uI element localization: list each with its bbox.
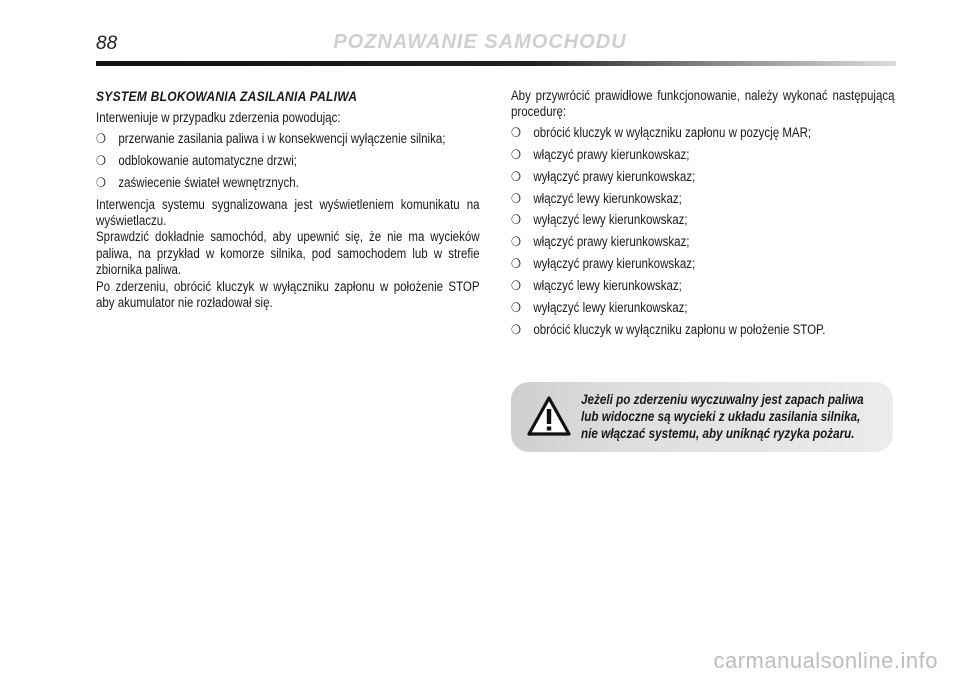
bullet-icon: ❍ [511, 234, 522, 250]
effects-list [96, 131, 480, 191]
list-item [511, 125, 895, 141]
list-item [511, 278, 895, 294]
list-item [511, 212, 895, 228]
right-intro: Aby przywrócić prawidłowe funkcjonowanie, należy wykonać następującą procedurę: [511, 88, 895, 120]
left-intro: Interweniuje w przypadku zderzenia powodując: [96, 110, 341, 126]
list-item [511, 256, 895, 272]
bullet-icon: ❍ [96, 174, 107, 190]
list-item-text: włączyć prawy kierunkowskaz; [533, 146, 690, 162]
list-item [96, 153, 480, 169]
list-item-text: włączyć prawy kierunkowskaz; [533, 234, 690, 250]
right-column [511, 88, 895, 344]
list-item-text: wyłączyć prawy kierunkowskaz; [533, 256, 696, 272]
list-item [96, 175, 480, 191]
list-item [511, 147, 895, 163]
list-item [511, 300, 895, 316]
list-item [511, 322, 895, 338]
bullet-icon: ❍ [511, 300, 522, 316]
warning-box [511, 382, 893, 452]
section-title: SYSTEM BLOKOWANIA ZASILANIA PALIWA [96, 88, 358, 104]
bullet-icon: ❍ [511, 190, 522, 206]
bullet-icon: ❍ [511, 124, 522, 140]
list-item [511, 169, 895, 185]
list-item [511, 191, 895, 207]
list-item-text: wyłączyć prawy kierunkowskaz; [533, 168, 696, 184]
bullet-icon: ❍ [511, 321, 522, 337]
header-rule [96, 61, 896, 66]
paragraph-check: Sprawdzić dokładnie samochód, aby upewnić się, że nie ma wycieków paliwa, na przykład w komorze silnika, pod samochodem lub w strefie zbiornika paliwa. [96, 229, 480, 278]
list-item [96, 131, 480, 147]
warning-text: Jeżeli po zderzeniu wyczuwalny jest zapach paliwa lub widoczne są wycieki z układu zasilania silnika, nie włączać systemu, aby uniknąć ryzyka pożaru. [581, 392, 864, 441]
left-column [96, 88, 480, 311]
bullet-icon: ❍ [511, 212, 522, 228]
paragraph-signal: Interwencja systemu sygnalizowana jest wyświetleniem komunikatu na wyświetlaczu. [96, 196, 480, 228]
bullet-icon: ❍ [511, 256, 522, 272]
warning-triangle-icon [527, 396, 571, 436]
bullet-icon: ❍ [511, 146, 522, 162]
bullet-icon: ❍ [96, 152, 107, 168]
list-item-text: przerwanie zasilania paliwa i w konsekwencji wyłączenie silnika; [118, 130, 446, 146]
list-item-text: odblokowanie automatyczne drzwi; [118, 152, 297, 168]
bullet-icon: ❍ [96, 130, 107, 146]
list-item-text: wyłączyć lewy kierunkowskaz; [533, 212, 688, 228]
list-item-text: włączyć lewy kierunkowskaz; [533, 278, 682, 294]
paragraph-stop: Po zderzeniu, obrócić kluczyk w wyłączniku zapłonu w położenie STOP aby akumulator nie rozładował się. [96, 278, 480, 310]
watermark: carmanualsonline.info [713, 648, 938, 673]
bullet-icon: ❍ [511, 168, 522, 184]
running-title: POZNAWANIE SAMOCHODU [333, 31, 627, 53]
list-item-text: zaświecenie świateł wewnętrznych. [118, 174, 299, 190]
list-item-text: obrócić kluczyk w wyłączniku zapłonu w położenie STOP. [533, 321, 826, 337]
list-item-text: obrócić kluczyk w wyłączniku zapłonu w pozycję MAR; [533, 124, 812, 140]
list-item [511, 234, 895, 250]
list-item-text: wyłączyć lewy kierunkowskaz; [533, 300, 688, 316]
bullet-icon: ❍ [511, 278, 522, 294]
list-item-text: włączyć lewy kierunkowskaz; [533, 190, 682, 206]
page-number: 88 [96, 33, 118, 54]
procedure-list [511, 125, 895, 339]
